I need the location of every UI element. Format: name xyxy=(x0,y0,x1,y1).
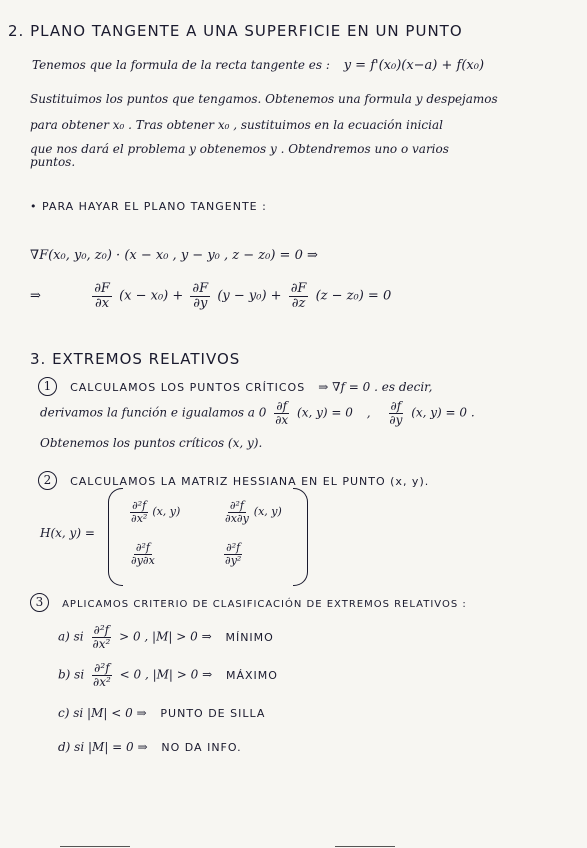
criterion-b-fraction: $\frac{\text{∂²f}}{\text{∂x²}}$ xyxy=(93,661,111,689)
implies-arrow: ⇒ xyxy=(30,288,41,304)
step-1-line-2 xyxy=(40,400,475,426)
step-2-number: 2 xyxy=(38,471,57,490)
separator: , xyxy=(366,405,371,420)
tangent-line-formula: y = f'(x₀)(x−a) + f(x₀) xyxy=(343,58,485,73)
step-3-number: 3 xyxy=(30,593,49,612)
step-1-line-3: Obtenemos los puntos críticos (x, y). xyxy=(40,436,263,450)
step-2-heading: CALCULAMOS LA MATRIZ HESSIANA EN EL PUNTO (x, y). xyxy=(70,475,430,488)
bottom-rule-right xyxy=(335,846,395,847)
intro-line-1 xyxy=(32,58,484,73)
partial-term-z: (z − z₀) = 0 xyxy=(315,288,392,304)
intro-line-3: para obtener x₀ . Tras obtener x₀ , sustituimos en la ecuación inicial xyxy=(30,118,443,132)
hessian-entry-xy: $\frac{\text{∂²f}}{\partial x\partial y}$ (x, y) xyxy=(225,499,282,525)
criterion-d xyxy=(58,740,242,754)
step-1-gradient: ⇒ ∇f = 0 . es decir, xyxy=(318,380,433,394)
tangent-plane-bullet: • PARA HAYAR EL PLANO TANGENTE : xyxy=(30,200,267,213)
partial-fraction-x: $\frac{\partial F}{\partial x}$ xyxy=(94,281,110,311)
step-2-line-1 xyxy=(38,470,429,490)
bottom-rule-left xyxy=(60,846,130,847)
intro-line-1-text: Tenemos que la formula de la recta tangente es : xyxy=(32,58,330,72)
criterion-b-result: MÁXIMO xyxy=(225,668,278,682)
criterion-d-condition: d) si |M| = 0 ⇒ xyxy=(58,740,148,754)
criterion-a-prefix: a) si xyxy=(58,629,84,644)
step-3-heading: APLICAMOS CRITERIO DE CLASIFICACIÓN DE EXTREMOS RELATIVOS : xyxy=(62,599,467,610)
hessian-label: H(x, y) = xyxy=(40,526,95,540)
intro-line-2: Sustituimos los puntos que tengamos. Obtenemos una formula y despejamos xyxy=(30,92,498,106)
criterion-d-result: NO DA INFO. xyxy=(161,741,242,754)
criterion-b xyxy=(58,662,278,688)
matrix-left-bracket xyxy=(108,488,123,586)
section-2-title: 2. PLANO TANGENTE A UNA SUPERFICIE EN UN PUNTO xyxy=(8,22,463,40)
partial-fraction-y: $\frac{\partial F}{\partial y}$ xyxy=(192,281,209,311)
hessian-entry-xx: $\frac{\text{∂²f}}{\text{∂x²}}$ (x, y) xyxy=(131,499,181,525)
criterion-a-condition: > 0 , |M| > 0 ⇒ xyxy=(119,629,212,644)
hessian-matrix xyxy=(108,488,308,584)
criterion-b-condition: < 0 , |M| > 0 ⇒ xyxy=(119,667,213,682)
criterion-a-result: MÍNIMO xyxy=(225,630,274,644)
tangent-plane-partials-equation xyxy=(30,282,391,310)
intro-line-4: que nos dará el problema y obtenemos y . Obtendremos uno o varios xyxy=(30,142,449,156)
df-dx-fraction: $\frac{\partial f}{\partial x}$ xyxy=(275,399,289,427)
step-1-derive-text: derivamos la función e igualamos a 0 xyxy=(40,405,267,420)
hessian-entry-yx: $\frac{\text{∂²f}}{\partial y\partial x}$ xyxy=(131,541,155,567)
criterion-c-condition: c) si |M| < 0 ⇒ xyxy=(58,706,147,720)
partial-term-y: (y − y₀) + xyxy=(217,288,282,304)
criterion-b-prefix: b) si xyxy=(58,667,85,682)
tangent-plane-gradient-equation: ∇F(x₀, y₀, z₀) · (x − x₀ , y − y₀ , z − z₀) = 0 ⇒ xyxy=(30,248,318,263)
matrix-right-bracket xyxy=(293,488,308,586)
criterion-a-fraction: $\frac{\text{∂²f}}{\text{∂x²}}$ xyxy=(92,623,111,651)
intro-line-5: puntos. xyxy=(30,155,76,169)
step-1-heading: CALCULAMOS LOS PUNTOS CRÍTICOS xyxy=(70,381,306,394)
section-3-title: 3. EXTREMOS RELATIVOS xyxy=(30,350,241,368)
step-3-line-1 xyxy=(30,592,467,612)
criterion-c xyxy=(58,706,265,720)
step-1-number: 1 xyxy=(38,377,57,396)
step-1-line-1 xyxy=(38,376,432,396)
criterion-c-result: PUNTO DE SILLA xyxy=(160,707,266,720)
df-dx-eq: (x, y) = 0 xyxy=(297,405,353,420)
criterion-a xyxy=(58,624,274,650)
partial-fraction-z: $\frac{\partial F}{\partial z}$ xyxy=(290,281,307,311)
df-dy-eq: (x, y) = 0 . xyxy=(411,405,475,420)
partial-term-x: (x − x₀) + xyxy=(119,288,184,304)
hessian-entry-yy: $\frac{\text{∂²f}}{\text{∂y²}}$ xyxy=(225,541,242,567)
df-dy-fraction: $\frac{\partial f}{\partial y}$ xyxy=(389,399,403,427)
